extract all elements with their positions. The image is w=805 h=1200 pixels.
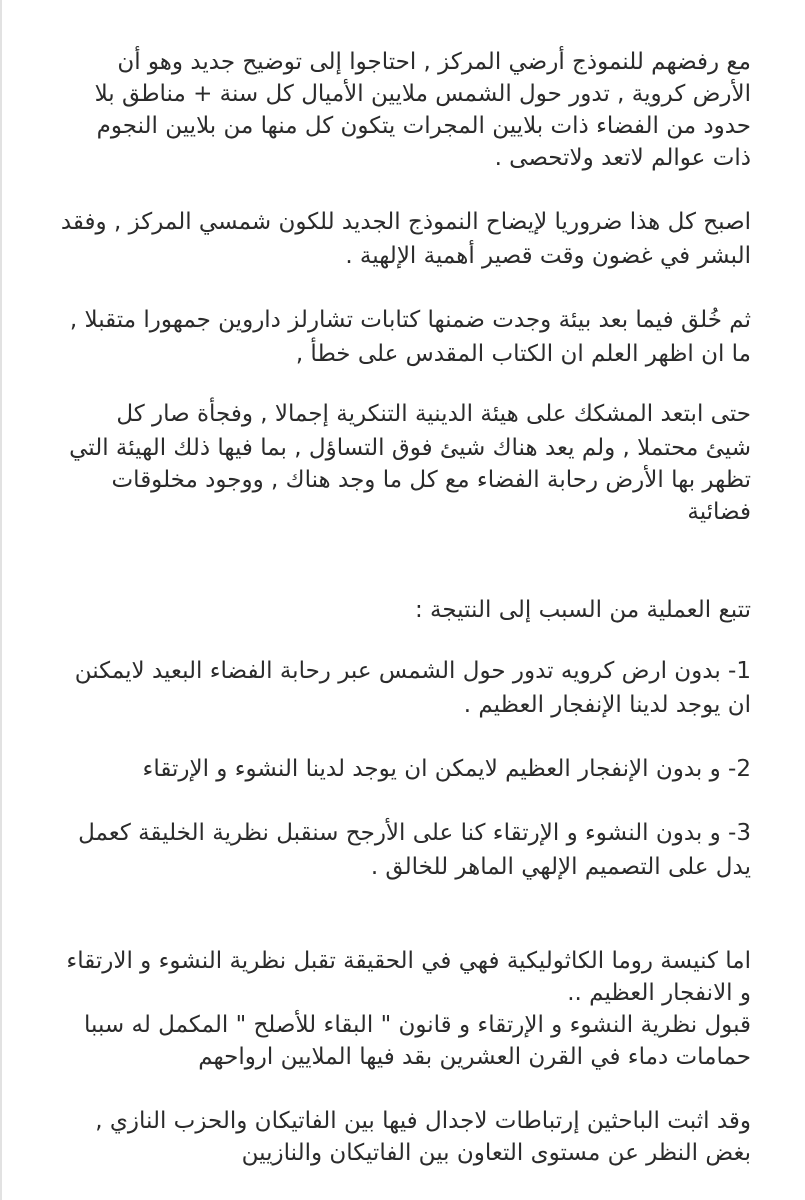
text-line: حمامات دماء في القرن العشرين بقد فيها الملايين ارواحهم — [198, 1044, 751, 1070]
text-line: ما ان اظهر العلم ان الكتاب المقدس على خطأ , — [295, 341, 751, 367]
text-line: وقد اثبت الباحثين إرتباطات لاجدال فيها بين الفاتيكان والحزب النازي , — [95, 1108, 751, 1134]
page-edge — [0, 0, 2, 1200]
text-line: حدود من الفضاء ذات بلايين المجرات يتكون كل منها من بلايين النجوم — [96, 113, 751, 139]
text-line: حتى ابتعد المشكك على هيئة الدينية التنكرية إجمالا , وفجأة صار كل — [116, 401, 751, 427]
text-line: شيئ محتملا , ولم يعد هناك شيئ فوق التساؤل , بما فيها ذلك الهيئة التي — [69, 435, 751, 461]
text-line: فضائية — [687, 499, 751, 525]
text-line: بغض النظر عن مستوى التعاون بين الفاتيكان والنازيين — [241, 1140, 751, 1166]
text-line: تظهر بها الأرض رحابة الفضاء مع كل ما وجد هناك , ووجود مخلوقات — [111, 467, 751, 493]
text-line: الأرض كروية , تدور حول الشمس ملايين الأميال كل سنة + مناطق بلا — [94, 81, 751, 107]
text-line: ان يوجد لدينا الإنفجار العظيم . — [463, 692, 751, 718]
text-line: ثم خُلق فيما بعد بيئة وجدت ضمنها كتابات تشارلز داروين جمهورا متقبلا , — [69, 307, 751, 333]
text-line: ذات عوالم لاتعد ولاتحصى . — [494, 145, 751, 171]
text-line: اصبح كل هذا ضروريا لإيضاح النموذج الجديد للكون شمسي المركز , وفقد — [60, 209, 751, 235]
text-line: 3- و بدون النشوء و الإرتقاء كنا على الأرجح سنقبل نظرية الخليقة كعمل — [78, 820, 751, 846]
text-line: تتبع العملية من السبب إلى النتيجة : — [414, 597, 751, 623]
text-line: قبول نظرية النشوء و الإرتقاء و قانون " البقاء للأصلح " المكمل له سببا — [84, 1012, 751, 1038]
text-line: يدل على التصميم الإلهي الماهر للخالق . — [370, 854, 751, 880]
text-line: و الانفجار العظيم .. — [567, 980, 751, 1006]
text-line: 2- و بدون الإنفجار العظيم لايمكن ان يوجد لدينا النشوء و الإرتقاء — [142, 756, 751, 782]
text-line: مع رفضهم للنموذج أرضي المركز , احتاجوا إلى توضيح جديد وهو أن — [117, 49, 751, 75]
text-line: اما كنيسة روما الكاثوليكية فهي في الحقيقة تقبل نظرية النشوء و الارتقاء — [66, 948, 751, 974]
text-line: 1- بدون ارض كرويه تدور حول الشمس عبر رحابة الفضاء البعيد لايمكنن — [74, 658, 751, 684]
text-line: البشر في غضون وقت قصير أهمية الإلهية . — [345, 243, 751, 269]
